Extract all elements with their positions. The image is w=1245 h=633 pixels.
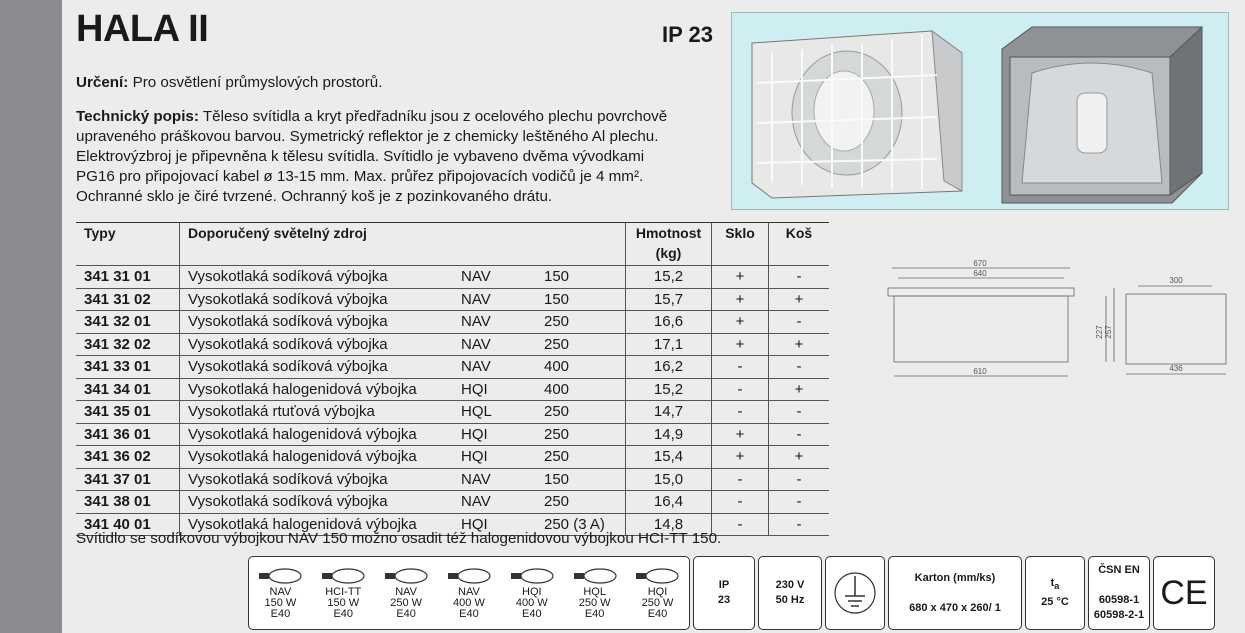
footnote: Svítidlo se sodíkovou výbojkou NAV 150 možno osadit též halogenidovou výbojkou HCI-TT 150. bbox=[76, 530, 722, 547]
dim-436: 436 bbox=[1169, 364, 1183, 373]
cell-weight: 16,4 bbox=[626, 491, 712, 514]
cell-power: 150 bbox=[536, 468, 626, 491]
lamp-name: HCI-TT bbox=[325, 585, 362, 598]
lamp-socket: E40 bbox=[459, 607, 479, 620]
cell-weight: 15,0 bbox=[626, 468, 712, 491]
cell-code: 341 33 01 bbox=[76, 356, 180, 379]
table-row bbox=[76, 356, 829, 379]
cell-power: 250 bbox=[536, 491, 626, 514]
cell-power: 150 bbox=[536, 288, 626, 311]
lamp-name: NAV bbox=[269, 585, 292, 598]
cell-glass: + bbox=[712, 311, 769, 334]
cell-weight: 14,8 bbox=[626, 513, 712, 536]
cell-power: 250 bbox=[536, 311, 626, 334]
cell-basket: + bbox=[769, 333, 830, 356]
cell-weight: 15,7 bbox=[626, 288, 712, 311]
lamp-power: 250 W bbox=[641, 596, 674, 609]
sidebar-stripe bbox=[0, 0, 62, 633]
ce-mark: CE bbox=[1153, 556, 1215, 630]
cell-weight: 16,6 bbox=[626, 311, 712, 334]
cell-basket: + bbox=[769, 288, 830, 311]
cell-basket: - bbox=[769, 401, 830, 424]
lamp-power: 150 W bbox=[264, 596, 297, 609]
cell-type: NAV bbox=[453, 491, 536, 514]
lamp-bulb-icon bbox=[509, 567, 555, 585]
lamp-bulb-icon bbox=[634, 567, 680, 585]
ambient-temp-badge: $t_a$ 25 °C bbox=[1025, 556, 1085, 630]
cell-type: HQI bbox=[453, 446, 536, 469]
table-row bbox=[76, 311, 829, 334]
lamp-name: NAV bbox=[395, 585, 418, 598]
lamp-socket: E40 bbox=[522, 607, 542, 620]
lamp-item bbox=[634, 567, 680, 620]
cell-type: NAV bbox=[453, 288, 536, 311]
cell-code: 341 36 02 bbox=[76, 446, 180, 469]
dim-300: 300 bbox=[1169, 276, 1183, 285]
product-photo bbox=[731, 12, 1229, 210]
cell-basket: + bbox=[769, 446, 830, 469]
lamp-bulb-icon bbox=[572, 567, 618, 585]
cell-source: Vysokotlaká sodíková výbojka bbox=[180, 333, 454, 356]
cell-power: 250 bbox=[536, 401, 626, 424]
table-row bbox=[76, 378, 829, 401]
cell-glass: - bbox=[712, 356, 769, 379]
lamp-power: 400 W bbox=[515, 596, 548, 609]
cell-basket: - bbox=[769, 311, 830, 334]
header-source: Doporučený světelný zdroj bbox=[180, 223, 626, 266]
table-row bbox=[76, 446, 829, 469]
cell-code: 341 40 01 bbox=[76, 513, 180, 536]
cell-source: Vysokotlaká sodíková výbojka bbox=[180, 491, 454, 514]
lamp-bulb-icon bbox=[446, 567, 492, 585]
cell-basket: - bbox=[769, 491, 830, 514]
tech-label: Technický popis: bbox=[76, 108, 199, 125]
earth-class-badge bbox=[825, 556, 885, 630]
tech-line: Elektrovýzbroj je připevněna k tělesu svítidla. Svítidlo je vybaveno dvěma vývodkami bbox=[76, 148, 645, 165]
lamp-bulb-icon bbox=[383, 567, 429, 585]
luminaire-with-basket bbox=[752, 31, 962, 198]
cell-type: HQI bbox=[453, 423, 536, 446]
lamp-item bbox=[509, 567, 555, 620]
cell-code: 341 32 02 bbox=[76, 333, 180, 356]
luminaire-without-basket bbox=[1002, 27, 1202, 203]
lamp-item bbox=[446, 567, 492, 620]
cell-weight: 14,7 bbox=[626, 401, 712, 424]
lamp-socket: E40 bbox=[584, 607, 605, 620]
cell-power: 400 bbox=[536, 378, 626, 401]
cell-source: Vysokotlaká halogenidová výbojka bbox=[180, 423, 454, 446]
dim-610: 610 bbox=[973, 367, 987, 376]
table-row bbox=[76, 266, 829, 289]
cell-basket: + bbox=[769, 378, 830, 401]
cell-power: 250 (3 A) bbox=[536, 513, 626, 536]
header-typ: Typy bbox=[76, 223, 180, 266]
lamp-item bbox=[320, 567, 366, 620]
lamp-name: HQI bbox=[647, 585, 668, 598]
voltage-badge: 230 V 50 Hz bbox=[758, 556, 822, 630]
csn-badge: ČSN EN 60598-1 60598-2-1 bbox=[1088, 556, 1150, 630]
cell-glass: - bbox=[712, 491, 769, 514]
cell-glass: - bbox=[712, 401, 769, 424]
cell-power: 250 bbox=[536, 423, 626, 446]
lamp-bulb-icon bbox=[320, 567, 366, 585]
cell-glass: + bbox=[712, 333, 769, 356]
table-row bbox=[76, 423, 829, 446]
table-row bbox=[76, 491, 829, 514]
table-row bbox=[76, 333, 829, 356]
purpose-label: Určení: bbox=[76, 74, 129, 91]
cell-code: 341 32 01 bbox=[76, 311, 180, 334]
spec-icon-bar bbox=[248, 556, 1215, 630]
tech-line: Těleso svítidla a kryt předřadníku jsou z ocelového plechu povrchově bbox=[202, 108, 668, 125]
lamp-power: 250 W bbox=[578, 596, 611, 609]
cell-type: HQI bbox=[453, 513, 536, 536]
earth-ground-icon bbox=[833, 564, 877, 622]
cell-basket: - bbox=[769, 356, 830, 379]
purpose-paragraph bbox=[76, 73, 382, 93]
cell-code: 341 38 01 bbox=[76, 491, 180, 514]
cell-code: 341 37 01 bbox=[76, 468, 180, 491]
page-title: HALA II bbox=[76, 8, 209, 50]
header-glass: Sklo bbox=[712, 223, 769, 266]
lamp-bulb-icon bbox=[257, 567, 303, 585]
lamp-socket: E40 bbox=[647, 607, 668, 620]
header-weight: Hmotnost (kg) bbox=[626, 223, 712, 266]
cell-code: 341 35 01 bbox=[76, 401, 180, 424]
cell-type: NAV bbox=[453, 356, 536, 379]
lamp-name: HQI bbox=[522, 585, 542, 598]
tech-line: Ochranné sklo je čiré tvrzené. Ochranný koš je z pozinkovaného drátu. bbox=[76, 188, 553, 205]
cell-weight: 15,2 bbox=[626, 266, 712, 289]
lamp-socket: E40 bbox=[396, 607, 416, 620]
lamp-name: NAV bbox=[458, 585, 480, 598]
cell-basket: - bbox=[769, 468, 830, 491]
lamp-item bbox=[383, 567, 429, 620]
cell-source: Vysokotlaká sodíková výbojka bbox=[180, 468, 454, 491]
cell-source: Vysokotlaká rtuťová výbojka bbox=[180, 401, 454, 424]
header-basket: Koš bbox=[769, 223, 830, 266]
cell-type: NAV bbox=[453, 311, 536, 334]
lamp-item bbox=[257, 567, 303, 620]
lamp-socket: E40 bbox=[270, 607, 291, 620]
dim-257: 257 bbox=[1104, 325, 1113, 339]
cell-source: Vysokotlaká sodíková výbojka bbox=[180, 266, 454, 289]
cell-power: 400 bbox=[536, 356, 626, 379]
cell-weight: 16,2 bbox=[626, 356, 712, 379]
table-row bbox=[76, 288, 829, 311]
tech-line: upraveného práškovou barvou. Symetrický reflektor je z chemicky leštěného Al plechu. bbox=[76, 128, 659, 145]
cell-power: 150 bbox=[536, 266, 626, 289]
cell-power: 250 bbox=[536, 446, 626, 469]
cell-source: Vysokotlaká halogenidová výbojka bbox=[180, 378, 454, 401]
cell-glass: + bbox=[712, 423, 769, 446]
cell-glass: + bbox=[712, 446, 769, 469]
cell-code: 341 31 02 bbox=[76, 288, 180, 311]
cell-weight: 17,1 bbox=[626, 333, 712, 356]
table-row bbox=[76, 401, 829, 424]
cell-type: NAV bbox=[453, 468, 536, 491]
cell-glass: - bbox=[712, 513, 769, 536]
cell-weight: 15,4 bbox=[626, 446, 712, 469]
lamp-item bbox=[572, 567, 618, 620]
cell-code: 341 34 01 bbox=[76, 378, 180, 401]
cell-code: 341 31 01 bbox=[76, 266, 180, 289]
cell-source: Vysokotlaká halogenidová výbojka bbox=[180, 513, 454, 536]
lamp-socket: E40 bbox=[333, 607, 354, 620]
dim-227: 227 bbox=[1095, 325, 1104, 339]
cell-power: 250 bbox=[536, 333, 626, 356]
purpose-text: Pro osvětlení průmyslových prostorů. bbox=[132, 74, 383, 91]
table-row bbox=[76, 468, 829, 491]
tech-description bbox=[76, 107, 726, 207]
cell-source: Vysokotlaká sodíková výbojka bbox=[180, 288, 454, 311]
tech-line: PG16 pro připojovací kabel ø 13-15 mm. Max. průřez připojovacích vodičů je 4 mm². bbox=[76, 168, 644, 185]
dim-640: 640 bbox=[973, 269, 987, 278]
ip-badge: IP 23 bbox=[693, 556, 755, 630]
cell-basket: - bbox=[769, 513, 830, 536]
cell-weight: 14,9 bbox=[626, 423, 712, 446]
cell-source: Vysokotlaká sodíková výbojka bbox=[180, 311, 454, 334]
spec-table bbox=[76, 222, 829, 536]
ip-rating: IP 23 bbox=[662, 22, 713, 47]
cell-basket: - bbox=[769, 423, 830, 446]
cell-type: NAV bbox=[453, 333, 536, 356]
dimension-drawing bbox=[880, 240, 1230, 390]
carton-badge: Karton (mm/ks) 680 x 470 x 260/ 1 bbox=[888, 556, 1022, 630]
cell-weight: 15,2 bbox=[626, 378, 712, 401]
cell-type: HQI bbox=[453, 378, 536, 401]
lamp-types-box bbox=[248, 556, 690, 630]
cell-type: NAV bbox=[453, 266, 536, 289]
cell-basket: - bbox=[769, 266, 830, 289]
cell-glass: - bbox=[712, 468, 769, 491]
cell-code: 341 36 01 bbox=[76, 423, 180, 446]
cell-source: Vysokotlaká halogenidová výbojka bbox=[180, 446, 454, 469]
cell-glass: + bbox=[712, 266, 769, 289]
cell-glass: + bbox=[712, 288, 769, 311]
cell-type: HQL bbox=[453, 401, 536, 424]
lamp-power: 400 W bbox=[453, 596, 485, 609]
dim-670: 670 bbox=[973, 259, 987, 268]
lamp-power: 150 W bbox=[327, 596, 360, 609]
lamp-power: 250 W bbox=[390, 596, 422, 609]
cell-glass: - bbox=[712, 378, 769, 401]
lamp-name: HQL bbox=[583, 585, 606, 598]
cell-source: Vysokotlaká sodíková výbojka bbox=[180, 356, 454, 379]
